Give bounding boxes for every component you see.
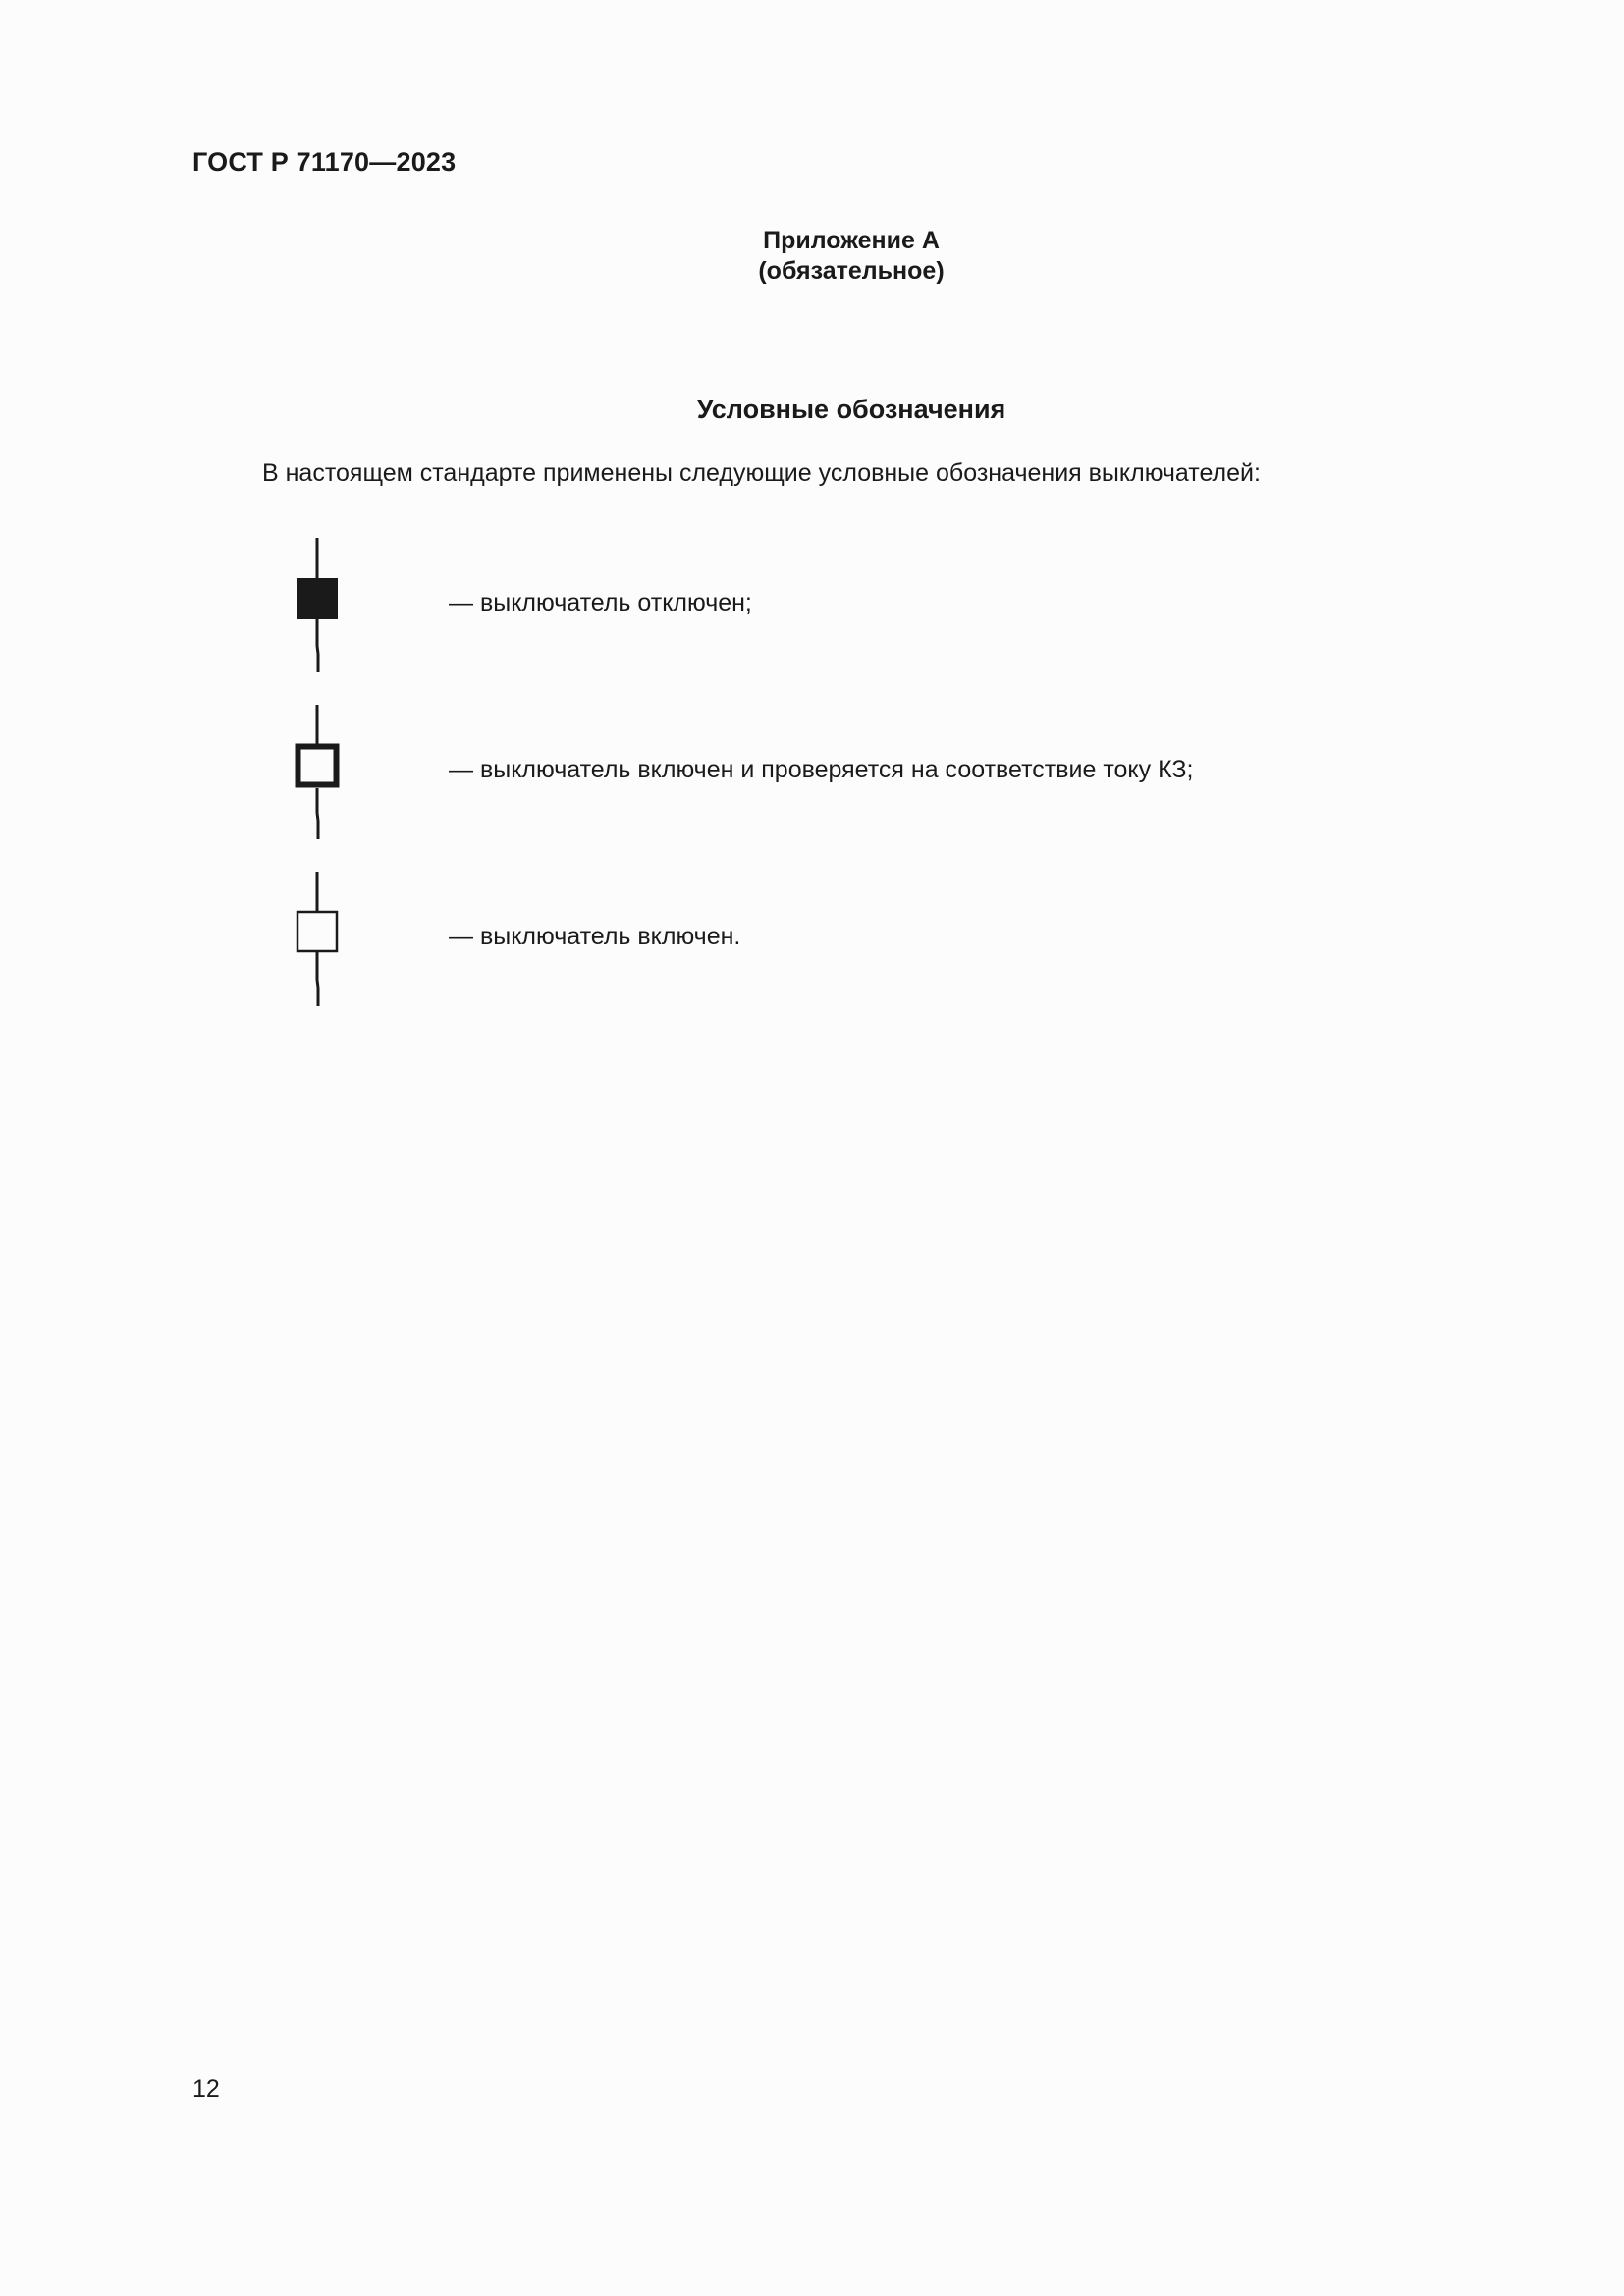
breaker-on-checked-icon: [285, 705, 344, 842]
legend-label: — выключатель включен и проверяется на соответствие току КЗ;: [449, 756, 1194, 783]
annex-title: Приложение А: [763, 227, 940, 254]
breaker-on-icon: [285, 872, 344, 1009]
section-title: Условные обозначения: [696, 395, 1006, 424]
annex-heading: [0, 226, 1624, 287]
legend-label: — выключатель включен.: [449, 923, 741, 950]
legend-label: — выключатель отключен;: [449, 589, 752, 616]
intro-paragraph: В настоящем стандарте применены следующие условные обозначения выключателей:: [262, 459, 1261, 487]
annex-status: (обязательное): [758, 257, 945, 285]
legend-item-breaker-on: [285, 872, 1365, 1009]
breaker-off-icon: [285, 538, 344, 675]
document-code: ГОСТ Р 71170—2023: [192, 147, 457, 177]
page-number: 12: [192, 2075, 220, 2103]
legend-item-breaker-off: [285, 538, 1365, 675]
legend-item-breaker-on-checked: [285, 705, 1365, 842]
